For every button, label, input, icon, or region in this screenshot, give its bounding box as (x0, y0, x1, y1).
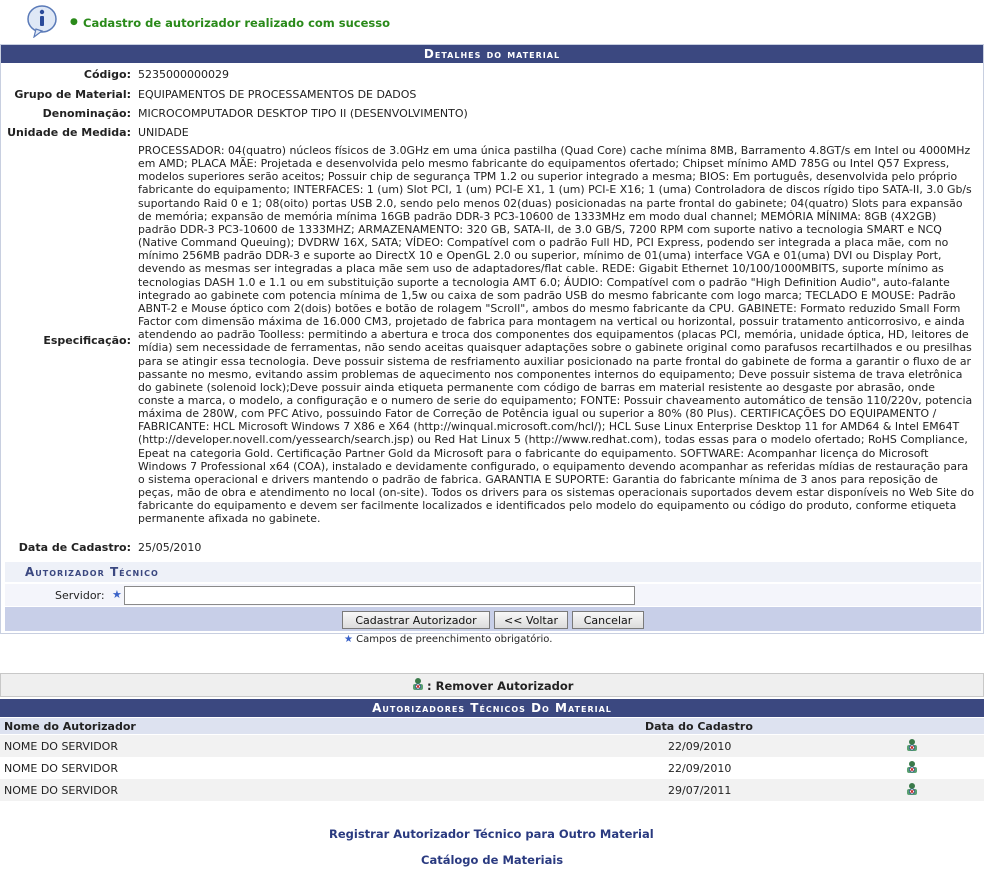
servidor-row (5, 584, 981, 606)
required-note-text: Campos de preenchimento obrigatório. (356, 634, 553, 645)
catalogo-materiais-link[interactable]: Catálogo de Materiais (421, 853, 564, 867)
required-star-icon: ★ (112, 588, 122, 601)
legend-bar (0, 673, 984, 697)
servidor-input[interactable] (124, 586, 635, 605)
remove-user-icon[interactable] (905, 782, 919, 796)
autorizador-date: 22/09/2010 (668, 762, 732, 775)
remove-user-icon[interactable] (905, 760, 919, 774)
denominacao-label: Denominação: (42, 107, 131, 120)
autorizador-date: 29/07/2011 (668, 784, 732, 797)
success-message-area (0, 0, 984, 44)
denominacao-value: MICROCOMPUTADOR DESKTOP TIPO II (DESENVOLVIMENTO) (138, 107, 468, 120)
especificacao-label: Especificação: (43, 334, 131, 347)
legend-remove-label: : Remover Autorizador (427, 679, 574, 693)
message-bullet: ● (70, 17, 78, 27)
registrar-outro-material-link[interactable]: Registrar Autorizador Técnico para Outro Material (329, 827, 654, 841)
data-cadastro-label: Data de Cadastro: (18, 541, 131, 554)
required-fields-note (344, 634, 552, 645)
codigo-label: Código: (83, 68, 131, 81)
details-caption: Detalhes do material (1, 45, 983, 63)
codigo-value: 5235000000029 (138, 68, 229, 81)
remove-user-icon (411, 677, 425, 691)
grupo-label: Grupo de Material: (14, 88, 131, 101)
cadastrar-autorizador-button[interactable]: Cadastrar Autorizador (342, 611, 490, 629)
grupo-value: EQUIPAMENTOS DE PROCESSAMENTOS DE DADOS (138, 88, 417, 101)
autorizador-name: NOME DO SERVIDOR (4, 784, 118, 797)
remove-user-icon[interactable] (905, 738, 919, 752)
column-header-date: Data do Cadastro (645, 720, 753, 733)
autorizador-name: NOME DO SERVIDOR (4, 762, 118, 775)
material-details-panel (0, 44, 984, 634)
list-header (0, 718, 984, 734)
data-cadastro-value: 25/05/2010 (138, 541, 202, 554)
servidor-label: Servidor: (55, 589, 105, 602)
table-row (0, 735, 984, 757)
column-header-name: Nome do Autorizador (4, 720, 136, 733)
success-message: Cadastro de autorizador realizado com sucesso (83, 16, 391, 30)
table-row (0, 757, 984, 779)
required-star-icon: ★ (344, 634, 353, 645)
autorizador-caption: Autorizador Técnico (5, 562, 981, 582)
especificacao-value: PROCESSADOR: 04(quatro) núcleos físicos de 3.0GHz em uma única pastilha (Quad Core) cache mínima 8MB, Barramento 4.8GT/s em Intel ou 4000MHz em AMD; PLACA MÃE: Projetada e desenvolvida pelo mesmo fabricante do equipamentos ofertado; Chipset mínimo AMD 785G ou Intel Q57 Express, modelos superiores serão aceitos; Possuir chip de segurança TPM 1.2 ou superior integrado a mesma; BIOS: Em português, desenvolvida pelo próprio fabricante do equipamento; INTERFACES: 1 (um) Slot PCI, 1 (um) PCI-E X1, 1 (um) PCI-E X16; 1 (uma) Controladora de discos rígido tipo SATA-II, 3.0 Gb/s suportando Raid 0 e 1; 08(oito) portas USB 2.0, sendo pelo menos 02(duas) posicionadas na parte frontal do gabinete; 04(quatro) Slots para expansão de memória; expansão de memória mínima 16GB padrão DDR-3 PC3-10600 de 1333MHz em modo dual channel; MEMÓRIA MÍNIMA: 8GB (4X2GB) padrão DDR-3 PC3-10600 de 1333MHZ; ARMAZENAMENTO: 320 GB, SATA-II, de 3.0 GB/S, 7200 RPM com suporte nativo a tecnologia SMART e NCQ (Native Command Queuing); DVDRW 16X, SATA; VÍDEO: Compatível com o padrão Full HD, PCI Express, podendo ser integrada a placa mãe, com no mínimo 256MB padrão DDR-3 e suporte ao DirectX 10 e OpenGL 2.0 ou superior, mínimo de 01(uma) interface VGA e 01(uma) DVI ou Display Port, devendo as mesmas ser integradas a placa mãe sem uso de adaptadores/flat cable. REDE: Gigabit Ethernet 10/100/1000MBITS, suporte mínimo as tecnologias DASH 1.0 e 1.1 ou em substituição suporte a tecnologia AMT 6.0; ÁUDIO: Compatível com o padrão "High Definition Audio", auto-falante integrado ao gabinete com potencia mínima de 1,5w ou caixa de som padrão USB do mesmo fabricante com logo marca; TECLADO E MOUSE: Padrão ABNT-2 e Mouse óptico com 2(dois) botões e botão de rolagem "Scroll", ambos do mesmo fabricante da CPU. GABINETE: Formato reduzido Small Form Factor com dimensão máxima de 16.000 CM3, projetado de fabrica para montagem na vertical ou horizontal, possuir tratamento anticorrosivo, e ainda atendendo ao padrão Toolless: permitindo a abertura e troca dos componentes dos equipamentos (placas PCI, memória, unidade óptica, HD, leitores de mídia) sem necessidade de ferramentas, não sendo aceitas quaisquer adaptações sobre o gabinete original como parafusos recartilhados e ou presilhas para se atingir essa tecnologia. Deve possuir sistema de resfriamento auxiliar posicionado na parte frontal do gabinete de forma a garantir o fluxo de ar passante no mesmo, evitando assim problemas de aquecimento nos componentes internos do equipamento; Deve possuir sistema de trava eletrônica do gabinete (solenoid lock);Deve possuir ainda etiqueta permanente com código de barras em material resistente ao desgaste por abrasão, onde conste a marca, o modelo, a configuração e o numero de serie do equipamento; FONTE: Possuir chaveamento automático de tensão 110/220v, potencia máxima de 280W, com PFC Ativo, possuindo Fator de Correção de Potência igual ou superior a 80% (80 Plus). CERTIFICAÇÕES DO EQUIPAMENTO / FABRICANTE: HCL Microsoft Windows 7 X86 e X64 (http://winqual.microsoft.com/hcl/); HCL Suse Linux Enterprise Desktop 11 for AMD64 & Intel EM64T (http://developer.novell.com/yessearch/search.jsp) ou Red Hat Linux 5 (http://www.redhat.com), todas essas para o modelo ofertado; RoHS Compliance, Epeat na categoria Gold. Certificação Partner Gold da Microsoft para o fabricante do equipamento. SOFTWARE: Acompanhar licença do Microsoft Windows 7 Professional x64 (COA), instalado e devidamente configurado, o equipamento devendo acompanhar as referidas mídias de restauração para o sistema operacional e drivers mantendo o padrão de fabrica. GARANTIA E SUPORTE: Garantia do fabricante mínima de 3 anos para reposição de peças, mão de obra e atendimento no local (on-site). Todos os drivers para os sistemas operacionais suportados devem estar disponíveis no Web Site do fabricante do equipamento e devem ser facilmente localizados e identificados pelo modelo do equipamento ou código do produto, conforme etiqueta permanente afixada no gabinete. (138, 144, 974, 526)
unidade-label: Unidade de Medida: (7, 126, 131, 139)
cancelar-button[interactable]: Cancelar (572, 611, 644, 629)
form-buttons-bar (5, 607, 981, 631)
table-row (0, 779, 984, 801)
info-icon (26, 4, 60, 38)
voltar-button[interactable]: << Voltar (494, 611, 568, 629)
autorizador-name: NOME DO SERVIDOR (4, 740, 118, 753)
autorizador-date: 22/09/2010 (668, 740, 732, 753)
autorizadores-list-caption: Autorizadores Técnicos Do Material (0, 699, 984, 717)
unidade-value: UNIDADE (138, 126, 189, 139)
